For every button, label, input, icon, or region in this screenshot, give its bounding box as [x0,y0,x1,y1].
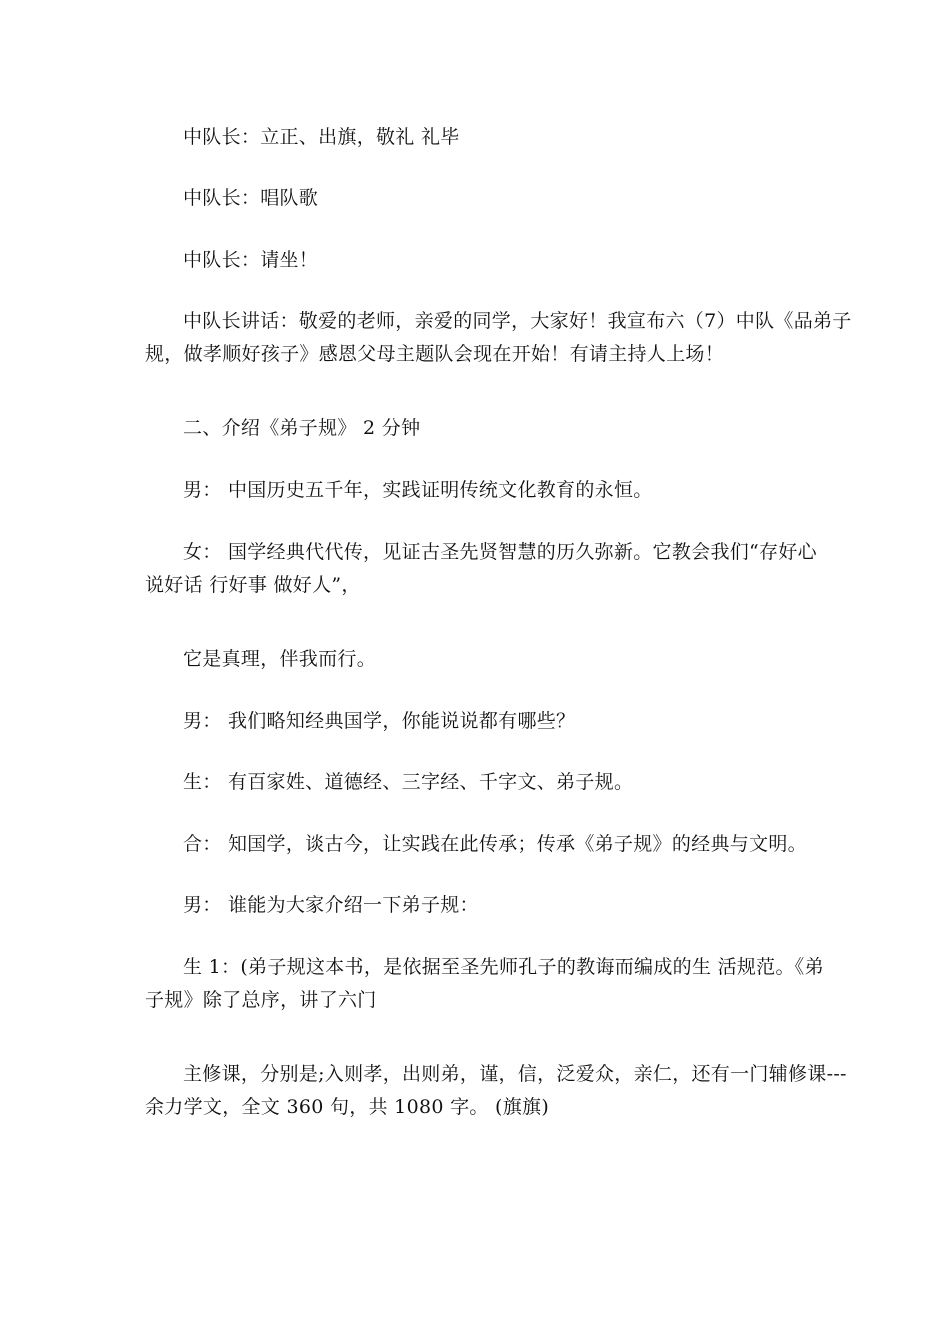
text-line: 二、介绍《弟子规》 2 分钟 [183,417,421,439]
text-line: 子规》除了总序，讲了六门 [145,989,377,1011]
text-line: 合： 知国学，谈古今，让实践在此传承；传承《弟子规》的经典与文明。 [183,833,807,855]
paragraph-together [145,828,817,861]
paragraph-sing-anthem [145,182,817,215]
paragraph-male-intro [145,889,817,922]
text-line: 中队长讲话：敬爱的老师，亲爱的同学，大家好！我宣布六（7）中队《品弟子 [183,310,852,332]
text-line: 中队长：立正、出旗，敬礼 礼毕 [183,126,460,148]
text-line: 余力学文，全文 360 句，共 1080 字。 (旗旗) [145,1096,550,1118]
paragraph-female-classics [145,536,817,602]
paragraph-truth [145,643,817,676]
text-line: 中队长：唱队歌 [183,187,319,209]
paragraph-student1 [145,951,824,1017]
section-heading [145,412,817,445]
paragraph-student-answer [145,766,817,799]
paragraph-flag-ceremony [145,121,817,154]
text-line: 生： 有百家姓、道德经、三字经、千字文、弟子规。 [183,771,634,793]
paragraph-please-sit [145,244,817,277]
text-line: 男： 谁能为大家介绍一下弟子规： [183,894,479,916]
text-line: 女： 国学经典代代传，见证古圣先贤智慧的历久弥新。它教会我们“存好心 [183,541,817,563]
text-line: 规，做孝顺好孩子》感恩父母主题队会现在开始！有请主持人上场！ [145,343,725,365]
text-line: 生 1：(弟子规这本书，是依据至圣先师孔子的教诲而编成的生 活规范。《弟 [183,956,824,978]
paragraph-male-question [145,705,817,738]
text-line: 男： 我们略知经典国学，你能说说都有哪些？ [183,710,576,732]
paragraph-courses [145,1058,847,1124]
text-line: 男： 中国历史五千年，实践证明传统文化教育的永恒。 [183,479,653,501]
text-line: 中队长：请坐！ [183,249,319,271]
text-line: 说好话 行好事 做好人”， [145,574,361,596]
text-line: 它是真理，伴我而行。 [183,648,377,670]
paragraph-captain-speech [145,305,852,371]
text-line: 主修课，分别是;入则孝，出则弟，谨，信，泛爱众，亲仁，还有一门辅修课--- [183,1063,847,1085]
paragraph-male-history [145,474,817,507]
